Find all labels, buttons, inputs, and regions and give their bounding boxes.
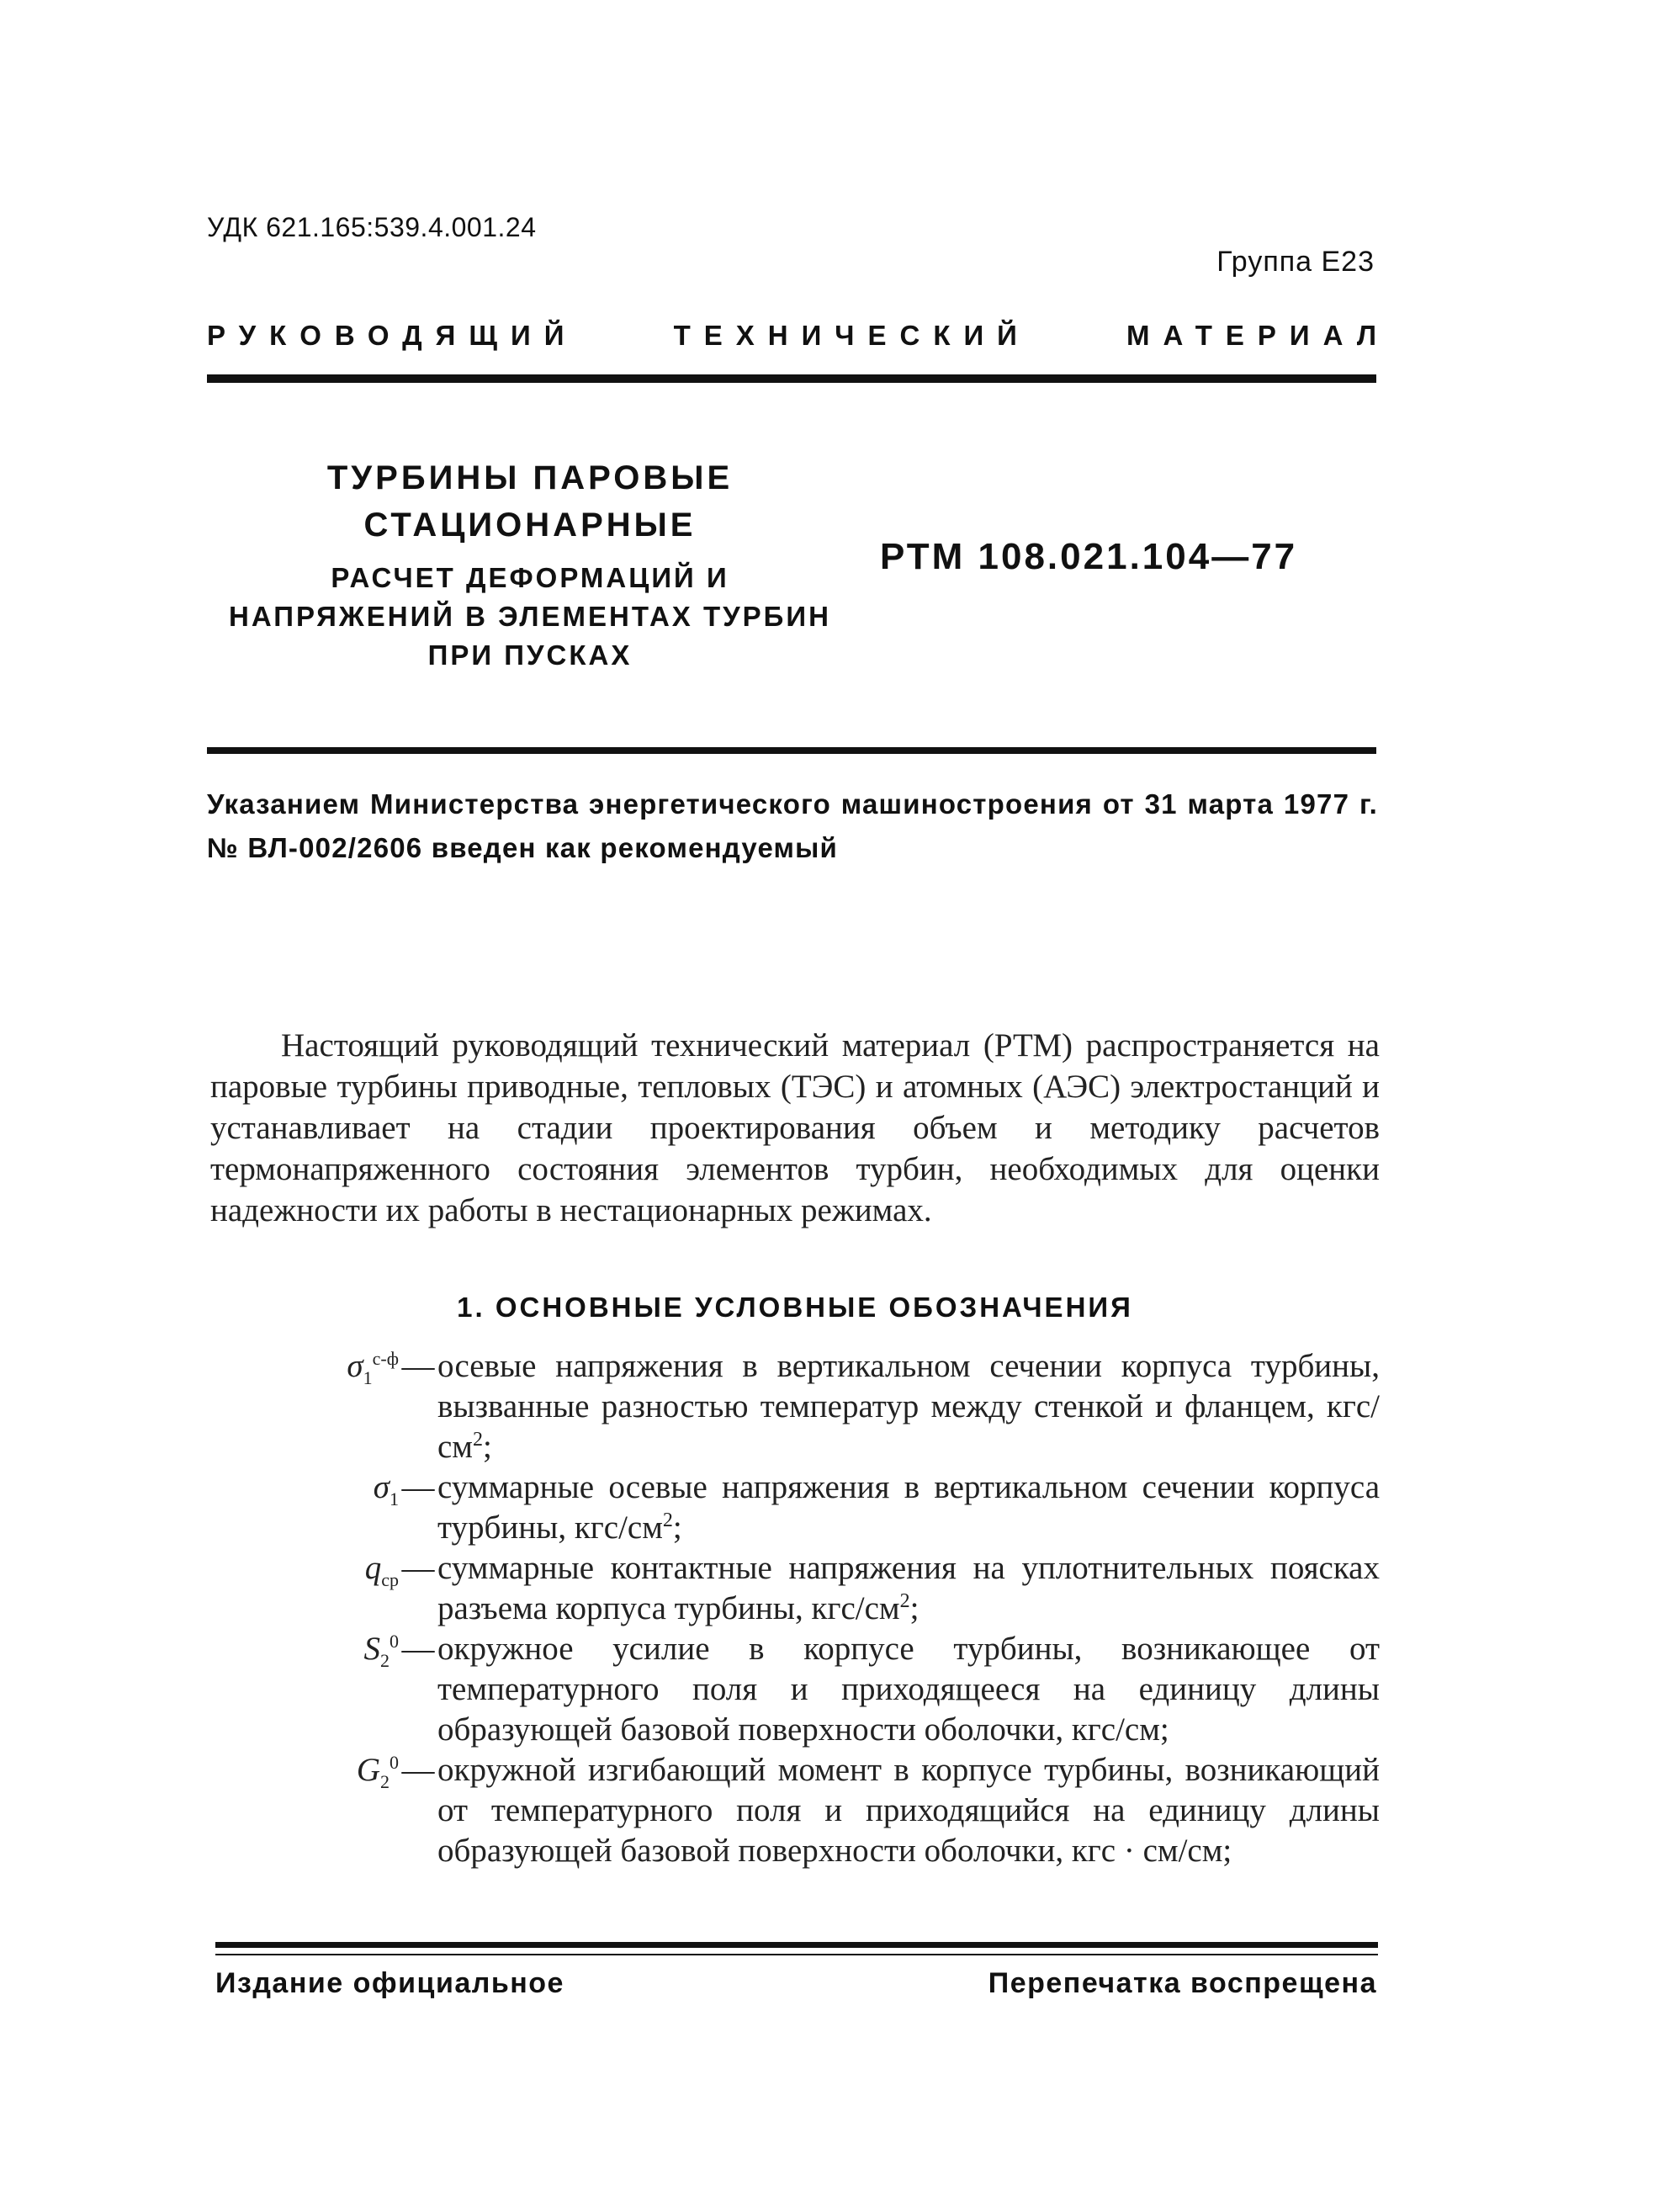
definition-symbol: $\sigma_1^{с-ф}$	[347, 1348, 399, 1388]
definition-symbol: $\sigma_1$	[373, 1469, 399, 1509]
official-edition-note: Издание официальное	[215, 1967, 564, 1999]
approval-statement: Указанием Министерства энергетического машиностроения от 31 марта 1977 г. № ВЛ-002/2606 введен как рекомендуемый	[207, 788, 1378, 863]
document-subtitle	[193, 559, 866, 675]
intro-text: Настоящий руководящий технический материал (РТМ) распространяется на паровые турбины приводные, тепловых (ТЭС) и атомных (АЭС) электростанций и устанавливает на стадии проектирования объем и методику расчетов термонапряженного состояния элементов турбин, необходимых для оценки надежности их работы в нестационарных режимах.	[210, 1027, 1380, 1228]
definition-text: суммарные контактные напряжения на уплотнительных поясках разъема корпуса турбины, кгс/$см^2$;	[437, 1550, 1380, 1626]
title-line: ТУРБИНЫ ПАРОВЫЕ	[326, 459, 734, 496]
footer-rule	[215, 1942, 1378, 1948]
definition-item: $\sigma_1^{с-ф}$ — осевые напряжения в вертикальном сечении корпуса турбины, вызванные разностью температур между стенкой и фланцем, кгс/$см^2$;	[210, 1346, 1380, 1467]
series-word: МАТЕРИАЛ	[1126, 320, 1390, 351]
definition-item: $S_2^0$ — окружное усилие в корпусе турбины, возникающее от температурного поля и приходящееся на единицу длины образующей базовой поверхности оболочки, кгс/см;	[210, 1629, 1380, 1750]
top-rule	[207, 374, 1376, 383]
subtitle-line: РАСЧЕТ ДЕФОРМАЦИЙ И	[331, 562, 729, 593]
document-code: РТМ 108.021.104—77	[880, 536, 1298, 577]
subtitle-line: НАПРЯЖЕНИЙ В ЭЛЕМЕНТАХ ТУРБИН	[229, 601, 831, 632]
definition-text: окружное усилие в корпусе турбины, возникающее от температурного поля и приходящееся на единицу длины образующей базовой поверхности оболочки, кгс/см;	[437, 1631, 1380, 1748]
title-line: СТАЦИОНАРНЫЕ	[363, 507, 697, 544]
udc-code: УДК 621.165:539.4.001.24	[207, 212, 537, 242]
document-title-block	[193, 454, 866, 675]
definition-symbol: $q_{ср}$	[364, 1550, 399, 1590]
definition-text: суммарные осевые напряжения в вертикальном сечении корпуса турбины, кгс/$см^2$;	[437, 1469, 1380, 1546]
footer-rule-thin	[215, 1954, 1378, 1955]
reprint-prohibited-note: Перепечатка воспрещена	[988, 1967, 1377, 1999]
definition-symbol: $S_2^0$	[363, 1631, 399, 1671]
document-series-heading	[207, 320, 1390, 352]
subtitle-line: ПРИ ПУСКАХ	[427, 639, 633, 671]
document-title	[193, 454, 866, 549]
series-word: ТЕХНИЧЕСКИЙ	[673, 320, 1031, 351]
definition-item: $G_2^0$ — окружной изгибающий момент в корпусе турбины, возникающий от температурного поля и приходящийся на единицу длины образующей базовой поверхности оболочки, кгс · см/см;	[210, 1750, 1380, 1871]
introduction-paragraph	[210, 1025, 1380, 1231]
section-heading: 1. ОСНОВНЫЕ УСЛОВНЫЕ ОБОЗНАЧЕНИЯ	[457, 1292, 1133, 1323]
definition-symbol: $G_2^0$	[356, 1752, 399, 1792]
middle-rule	[207, 747, 1376, 754]
definition-text: окружной изгибающий момент в корпусе турбины, возникающий от температурного поля и приходящийся на единицу длины образующей базовой поверхности оболочки, кгс · см/см;	[437, 1752, 1380, 1869]
definitions-list	[210, 1346, 1380, 1871]
series-word: РУКОВОДЯЩИЙ	[207, 320, 578, 351]
definition-item: $q_{ср}$ — суммарные контактные напряжения на уплотнительных поясках разъема корпуса турбины, кгс/$см^2$;	[210, 1548, 1380, 1629]
group-code: Группа Е23	[1216, 246, 1375, 278]
definition-item: $\sigma_1$ — суммарные осевые напряжения в вертикальном сечении корпуса турбины, кгс/$см^2$;	[210, 1467, 1380, 1548]
definition-text: осевые напряжения в вертикальном сечении корпуса турбины, вызванные разностью температур между стенкой и фланцем, кгс/$см^2$;	[437, 1348, 1380, 1465]
